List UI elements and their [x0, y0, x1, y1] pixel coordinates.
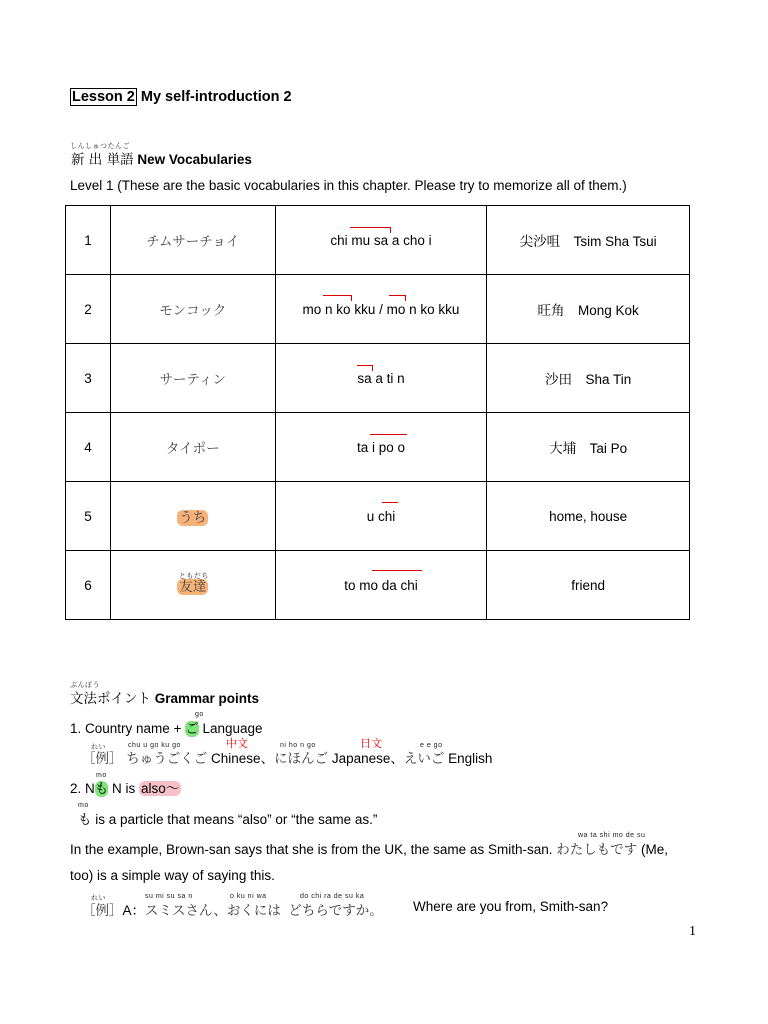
pitch-accent-mark	[357, 365, 373, 371]
row-number: 2	[66, 275, 111, 344]
ex-jp2-ruby: o ku ni wa	[230, 893, 267, 900]
table-row	[66, 413, 690, 482]
line3-text: In the example, Brown-san says that she is from the UK, the same as Smith-san.	[70, 842, 553, 857]
ex-jp1-ruby: su mi su sa n	[145, 893, 193, 900]
table-row	[66, 206, 690, 275]
row-kana	[110, 482, 275, 551]
point2-middle: N is	[108, 781, 140, 796]
point2-line4: too) is a simple way of saying this.	[70, 868, 275, 883]
grammar-example-1	[82, 747, 492, 767]
row-meaning: 旺角 Mong Kok	[487, 275, 690, 344]
point1-prefix: 1. Country name +	[70, 721, 186, 736]
point2-particle: も	[94, 781, 109, 797]
point1-particle: ご	[185, 721, 199, 737]
row-romaji	[275, 275, 487, 344]
ex-jp3: どちらですか。	[288, 903, 383, 919]
point2-particle-ruby: mo	[96, 772, 107, 779]
ex-speaker: A：	[122, 903, 146, 918]
ex-jp2: おくには	[226, 903, 281, 919]
pitch-accent-mark	[372, 570, 422, 571]
separator: 、	[390, 751, 404, 767]
row-meaning: 大埔 Tai Po	[487, 413, 690, 482]
row-number: 6	[66, 551, 111, 620]
row-meaning: friend	[487, 551, 690, 620]
point2-explanation	[78, 808, 377, 828]
row-meaning: home, house	[487, 482, 690, 551]
vocab-table	[65, 205, 690, 620]
kana-highlighted: うち	[179, 510, 207, 526]
kana-ruby: ともだち	[178, 572, 209, 580]
separator: 、	[260, 751, 275, 767]
grammar-point-2	[70, 777, 181, 797]
lesson-label: Lesson 2	[72, 89, 135, 105]
point2-line2-particle: も	[78, 812, 92, 828]
point1-suffix: Language	[198, 721, 263, 736]
grammar-example-2	[82, 899, 383, 919]
point2-also: also〜	[141, 781, 180, 796]
word-english-jp: えいご	[403, 751, 445, 767]
point2-example-explanation	[70, 838, 668, 858]
table-row	[66, 482, 690, 551]
handwritten-note-japanese: 日文	[360, 738, 382, 750]
romaji-text: to mo da chi	[344, 577, 418, 593]
pitch-accent-mark	[323, 295, 352, 301]
pitch-accent-mark	[350, 227, 391, 233]
table-row	[66, 275, 690, 344]
line3-jp-ruby: wa ta shi mo de su	[578, 832, 646, 839]
row-romaji	[275, 482, 487, 551]
pitch-accent-mark	[382, 502, 398, 503]
point2-line2-ruby: mo	[78, 802, 89, 809]
grammar-heading-ruby: ぶんぽう	[70, 682, 100, 689]
row-kana: チムサーチョイ	[110, 206, 275, 275]
grammar-heading	[70, 687, 259, 707]
point2-prefix: 2. N	[70, 781, 95, 796]
lesson-title-text: My self-introduction 2	[140, 89, 292, 105]
ex-label: ［例］	[82, 903, 123, 919]
point2-line2-text: is a particle that means “also” or “the same as.”	[91, 812, 378, 827]
romaji-text: u chi	[366, 508, 396, 524]
row-kana: タイポー	[110, 413, 275, 482]
row-romaji	[275, 413, 487, 482]
word-english-en: English	[448, 751, 493, 766]
row-kana: サーティン	[110, 344, 275, 413]
table-row	[66, 344, 690, 413]
ex-jp3-ruby: do chi ra de su ka	[300, 893, 365, 900]
grammar-point-1	[70, 717, 263, 737]
word-japanese-jp: にほんご	[274, 751, 329, 767]
line3-end: (Me,	[641, 842, 668, 857]
pitch-accent-mark	[370, 434, 407, 435]
lesson-title	[70, 89, 292, 105]
row-number: 1	[66, 206, 111, 275]
vocab-heading-ruby: しんしゅつたんご	[70, 143, 130, 150]
grammar-heading-en: Grammar points	[154, 691, 260, 706]
handwritten-note-chinese: 中文	[226, 738, 248, 750]
w3-ruby: e e go	[420, 742, 443, 749]
row-romaji	[275, 551, 487, 620]
romaji-text: ta i po o	[356, 439, 405, 455]
grammar-heading-jp: 文法ポイント	[70, 691, 151, 707]
ex-jp1: スミスさん、	[145, 903, 227, 919]
row-romaji	[275, 206, 487, 275]
row-number: 4	[66, 413, 111, 482]
ex-english: Where are you from, Smith-san?	[413, 899, 609, 914]
row-number: 3	[66, 344, 111, 413]
example-label-ruby: れい	[91, 744, 106, 751]
romaji-text: chi mu sa a cho i	[330, 232, 432, 248]
line3-jp: わたしもです	[556, 842, 638, 858]
row-kana	[110, 551, 275, 620]
pitch-accent-mark	[389, 295, 406, 301]
example-label: ［例］	[82, 751, 123, 767]
w1-ruby: chu u go ku go	[128, 742, 181, 749]
romaji-text: mo n ko kku / mo n ko kku	[302, 301, 460, 317]
level1-instruction: Level 1 (These are the basic vocabularies in this chapter. Please try to memorize all of them.)	[70, 178, 627, 193]
row-meaning: 尖沙咀 Tsim Sha Tsui	[487, 206, 690, 275]
vocab-heading-en: New Vocabularies	[137, 152, 252, 167]
vocab-heading-jp: 新 出 単語	[71, 152, 134, 168]
page-number: 1	[689, 924, 696, 939]
romaji-text: sa a ti n	[357, 370, 405, 386]
ex-label-ruby: れい	[91, 895, 106, 902]
table-row	[66, 551, 690, 620]
row-number: 5	[66, 482, 111, 551]
word-chinese-en: Chinese	[211, 751, 261, 766]
vocab-heading	[71, 148, 252, 168]
word-japanese-en: Japanese	[331, 751, 391, 766]
w2-ruby: ni ho n go	[280, 742, 316, 749]
point1-particle-ruby: go	[195, 711, 204, 718]
row-romaji	[275, 344, 487, 413]
kana-highlighted: 友達	[179, 579, 207, 595]
row-kana: モンコック	[110, 275, 275, 344]
row-meaning: 沙田 Sha Tin	[487, 344, 690, 413]
word-chinese-jp: ちゅうごくご	[126, 751, 208, 767]
